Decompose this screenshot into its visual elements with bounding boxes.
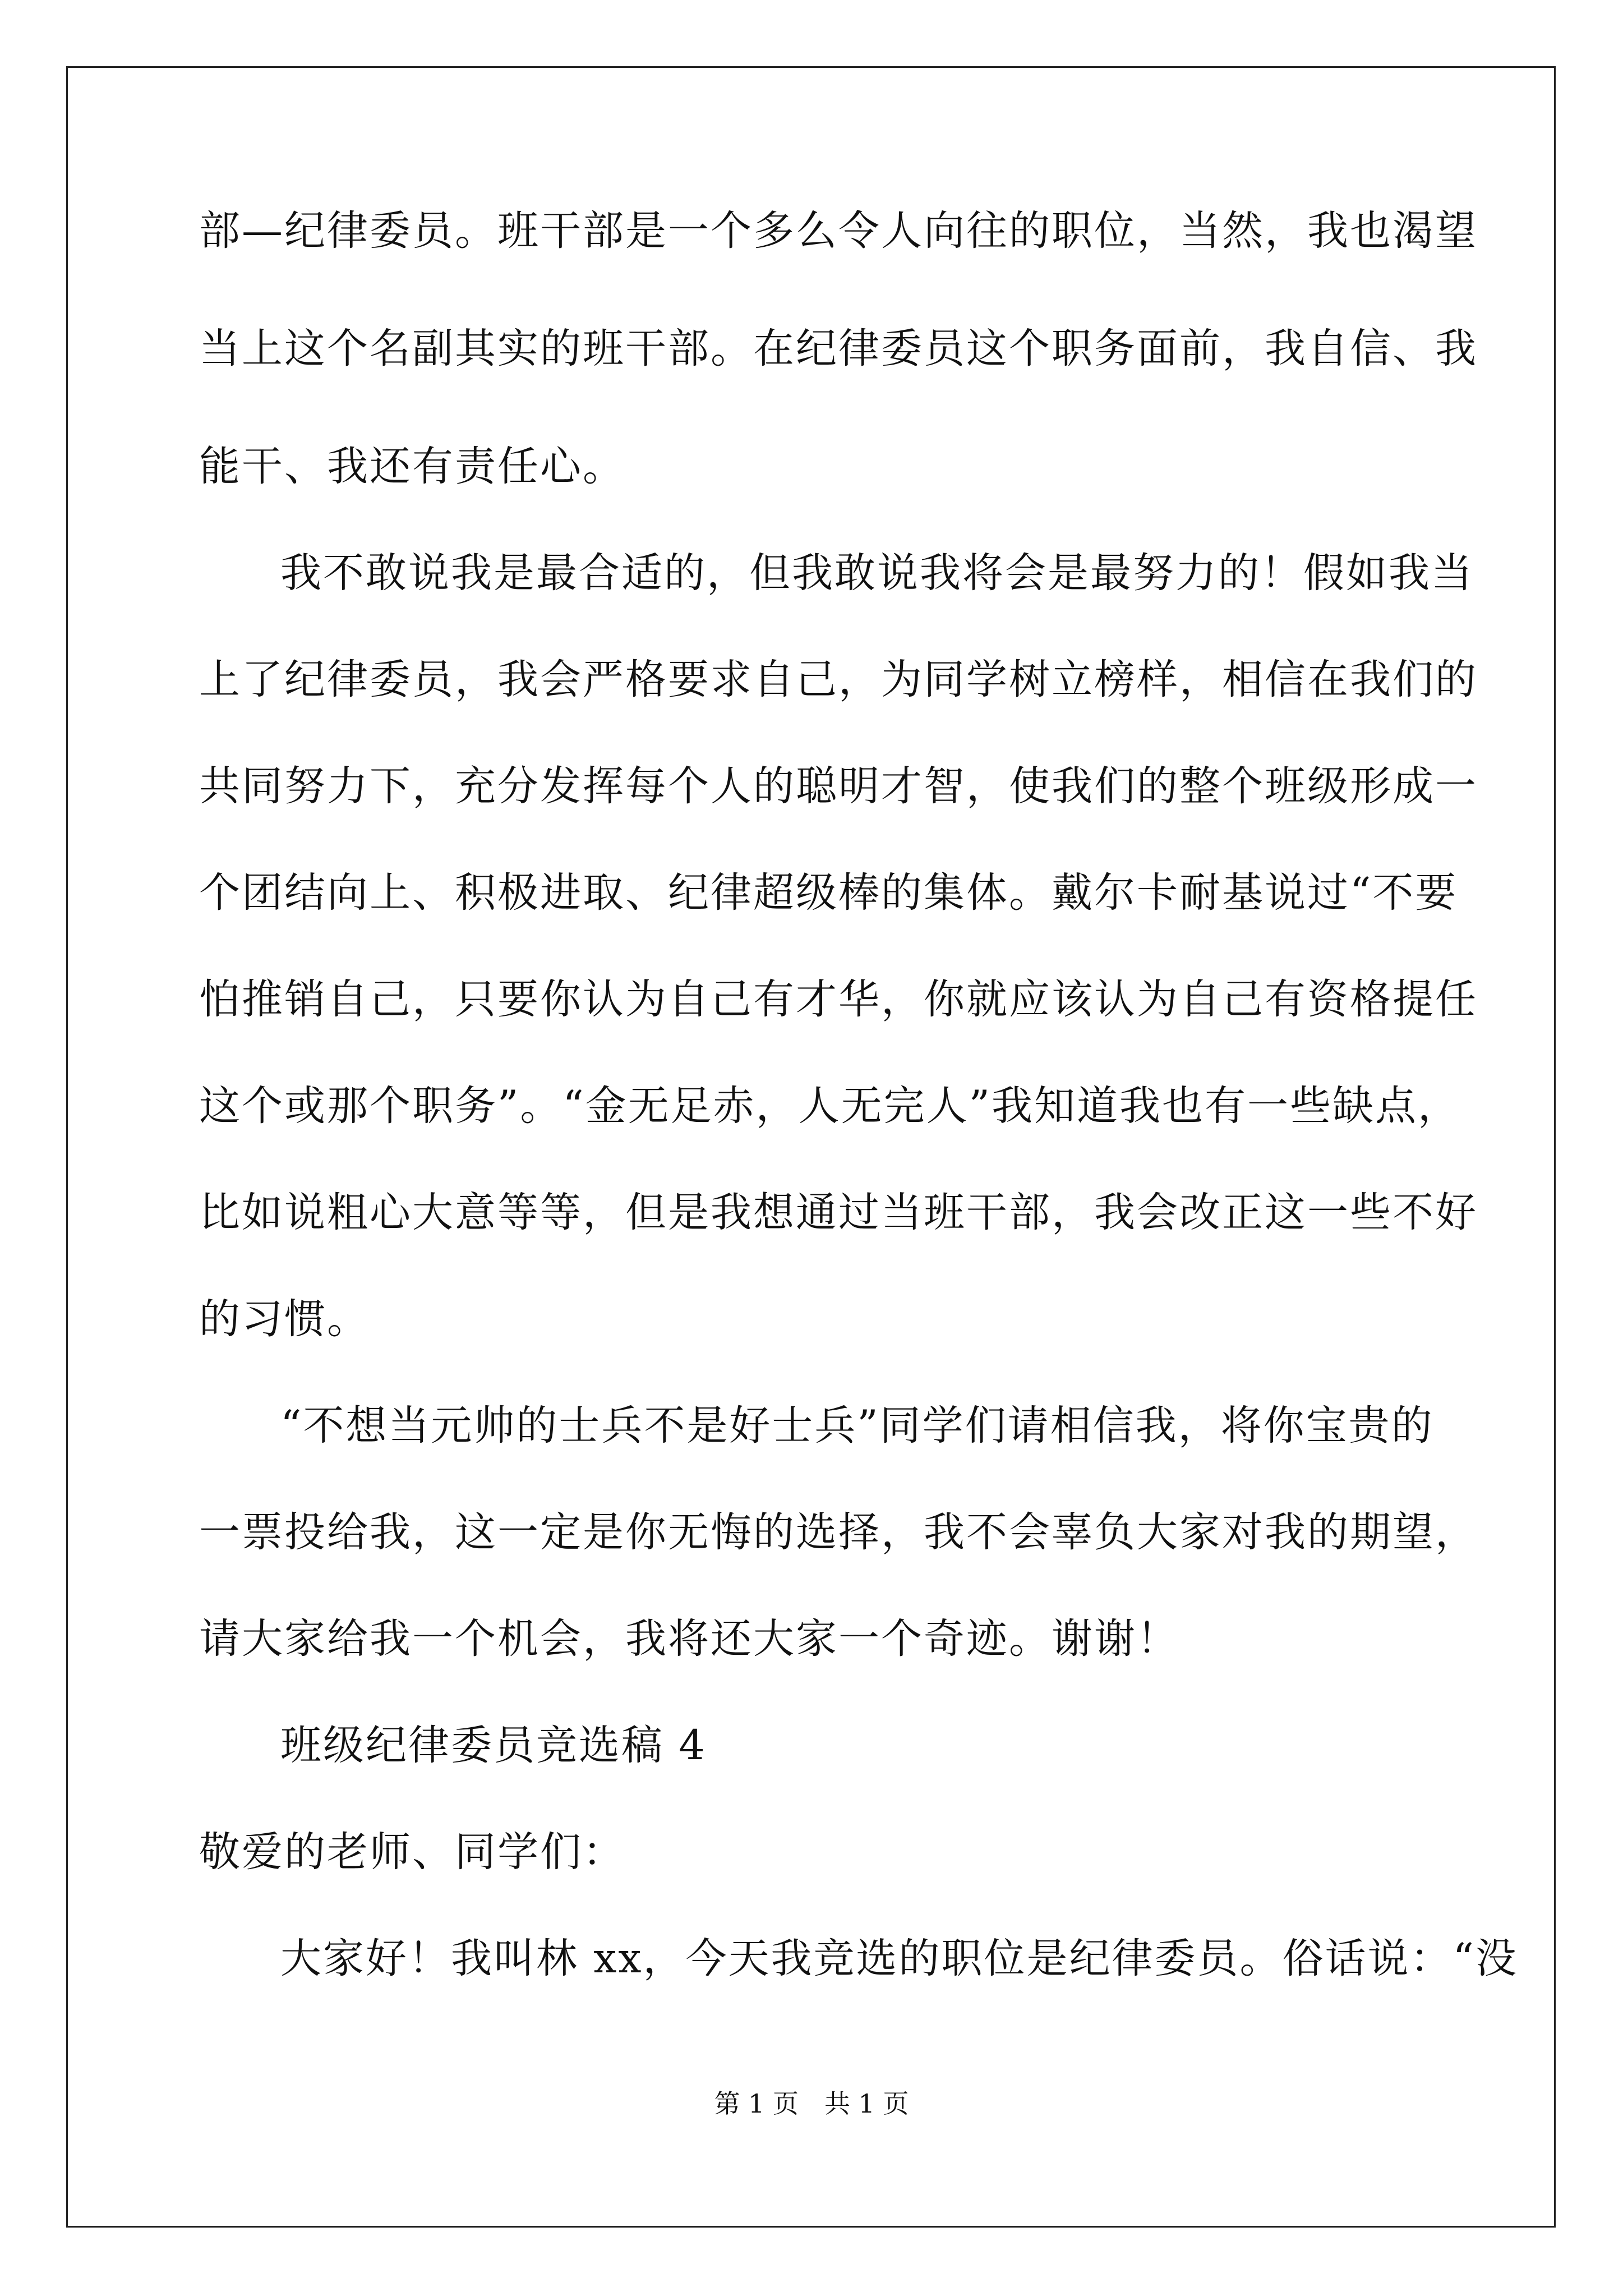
body-line: 共同努力下，充分发挥每个人的聪明才智，使我们的整个班级形成一: [199, 762, 1478, 810]
body-line: 这个或那个职务”。“金无足赤，人无完人”我知道我也有一些缺点，: [199, 1082, 1460, 1130]
body-line: 当上这个名副其实的班干部。在纪律委员这个职务面前，我自信、我: [199, 325, 1478, 372]
body-line: 的习惯。: [199, 1295, 370, 1343]
body-line: 比如说粗心大意等等，但是我想通过当班干部，我会改正这一些不好: [199, 1189, 1478, 1236]
body-line: 部—纪律委员。班干部是一个多么令人向往的职位，当然，我也渴望: [199, 207, 1478, 255]
body-line: “不想当元帅的士兵不是好士兵”同学们请相信我，将你宝贵的: [280, 1402, 1434, 1450]
body-line: 上了纪律委员，我会严格要求自己，为同学树立榜样，相信在我们的: [199, 656, 1478, 703]
body-line: 怕推销自己，只要你认为自己有才华，你就应该认为自己有资格提任: [199, 976, 1478, 1023]
body-line: 请大家给我一个机会，我将还大家一个奇迹。谢谢！: [199, 1615, 1179, 1663]
body-line: 一票投给我，这一定是你无悔的选择，我不会辜负大家对我的期望，: [199, 1508, 1478, 1556]
body-line: 大家好！我叫林 xx，今天我竞选的职位是纪律委员。俗话说：“没: [280, 1935, 1518, 1982]
section-heading: 班级纪律委员竞选稿 4: [280, 1722, 707, 1769]
page-border: [66, 66, 1556, 2228]
body-line: 我不敢说我是最合适的，但我敢说我将会是最努力的！假如我当: [280, 549, 1474, 597]
salutation: 敬爱的老师、同学们：: [199, 1828, 625, 1876]
page-footer: 第 1 页 共 1 页: [714, 2088, 909, 2119]
body-line: 个团结向上、积极进取、纪律超级棒的集体。戴尔卡耐基说过“不要: [199, 869, 1458, 917]
body-line: 能干、我还有责任心。: [199, 443, 625, 490]
